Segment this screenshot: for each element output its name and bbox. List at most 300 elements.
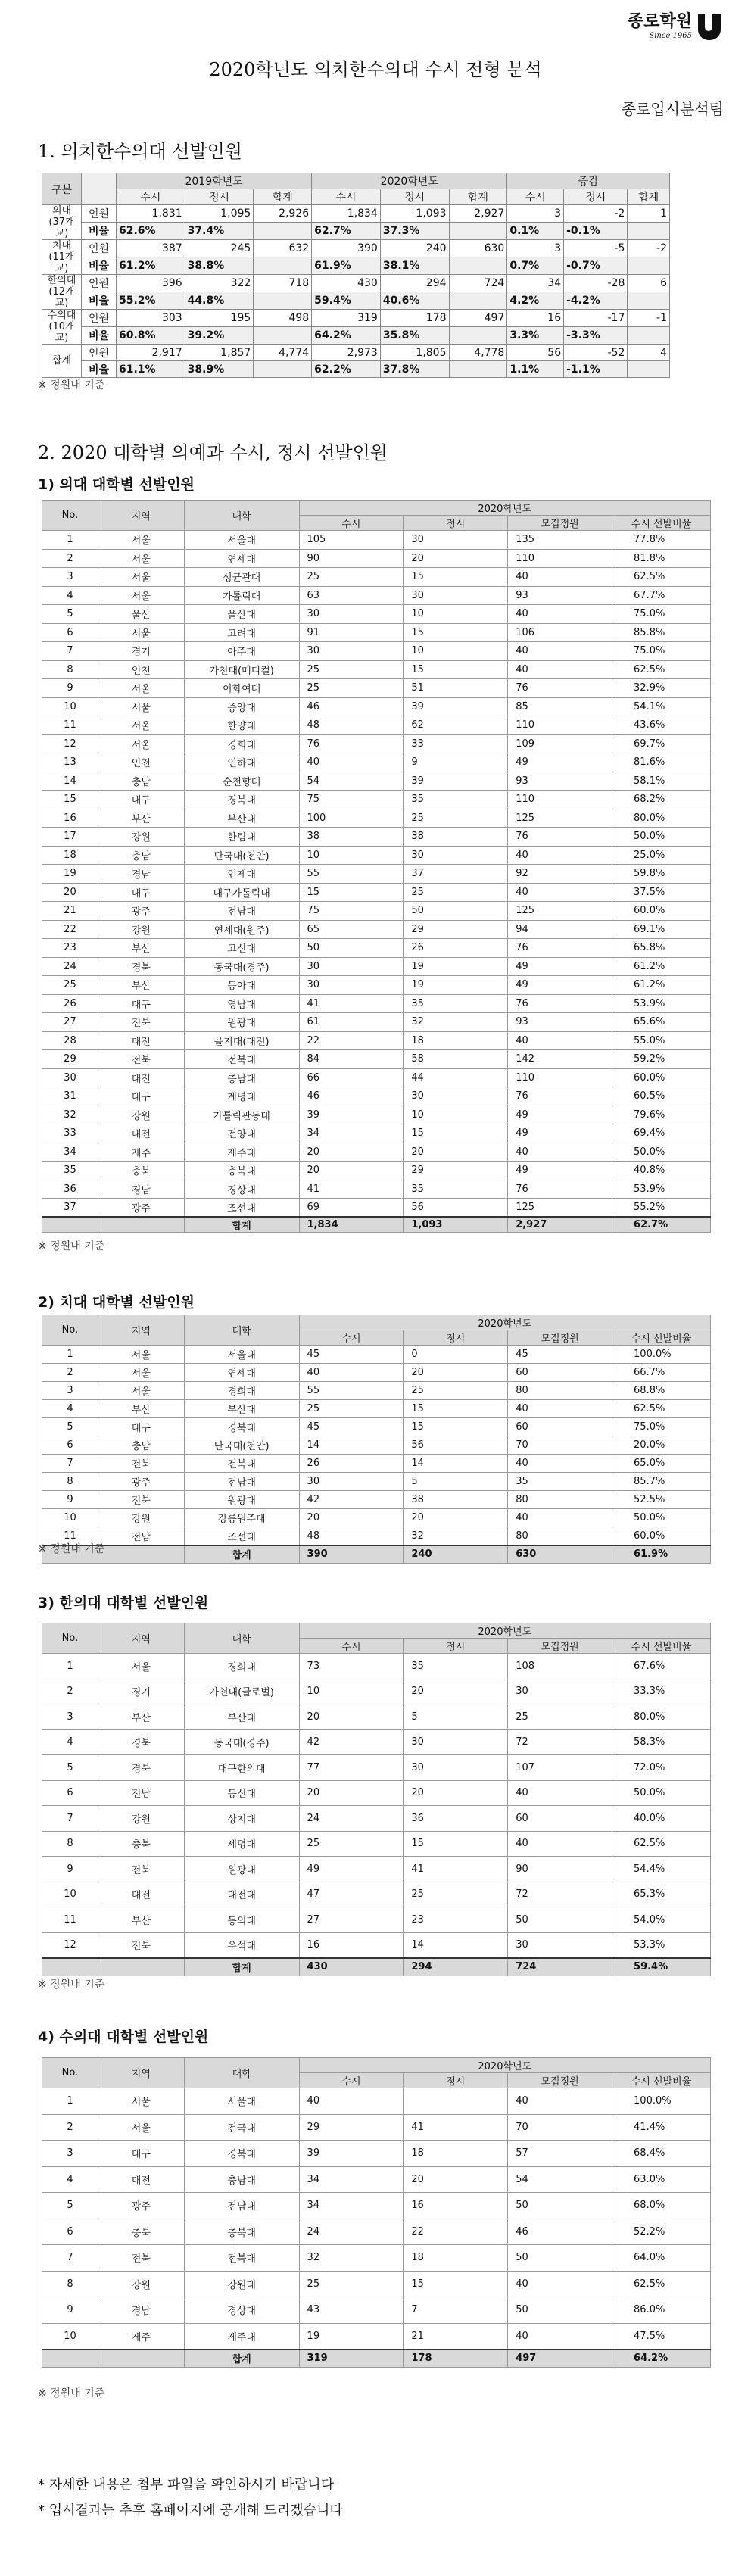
group-sub: (11개교) (48, 251, 75, 274)
th-gubun: 구분 (42, 173, 82, 205)
cell: 전남 (98, 1527, 184, 1545)
cell: 9 (42, 1491, 98, 1509)
cell: 경희대 (184, 1654, 299, 1679)
cell: 대구 (98, 994, 184, 1013)
cell: 33 (404, 734, 508, 753)
cell: 65.8% (612, 939, 711, 958)
cell: 29 (42, 1050, 98, 1069)
cell: 조선대 (184, 1199, 299, 1218)
cell: 20 (299, 1509, 404, 1527)
cell: 32.9% (612, 679, 711, 698)
cell: 44 (404, 1068, 508, 1087)
row-label-ratio: 비율 (82, 223, 117, 240)
cell: 대구 (98, 1418, 184, 1436)
th-year: 2020학년도 (299, 1623, 710, 1639)
cell: 43.6% (612, 716, 711, 735)
th-univ: 대학 (184, 1623, 299, 1654)
cell: 경북대 (184, 2141, 299, 2167)
cell: 서울 (98, 1364, 184, 1382)
table-row (42, 920, 711, 939)
count-cell: 4 (628, 345, 670, 361)
count-cell: 1,805 (380, 345, 449, 361)
cell: 광주 (98, 1473, 184, 1491)
cell: 62.5% (612, 568, 711, 587)
cell: 16 (42, 809, 98, 828)
cell: 52.2% (612, 2219, 711, 2245)
cell: 충북대 (184, 1162, 299, 1180)
cell: 3 (42, 1704, 98, 1730)
table-row (42, 1400, 711, 1418)
cell: 경남 (98, 2297, 184, 2324)
cell: 7 (42, 1455, 98, 1473)
cell: 80 (508, 1527, 612, 1545)
total-label: 합계 (184, 1217, 299, 1233)
section2-heading: 2. 2020 대학별 의예과 수시, 정시 선발인원 (38, 442, 388, 463)
summary-row (42, 240, 670, 257)
total-cell: 59.4% (612, 1958, 711, 1976)
cell: 92 (508, 865, 612, 884)
ratio-cell: 4.2% (507, 292, 564, 310)
cell: 54 (299, 772, 404, 791)
cell: 4 (42, 2166, 98, 2193)
count-cell: 2,927 (449, 205, 507, 223)
ratio-cell: 44.8% (185, 292, 254, 310)
cell: 90 (299, 549, 404, 568)
table-row (42, 660, 711, 679)
cell: 대전 (98, 1882, 184, 1907)
row-label-count: 인원 (82, 345, 117, 361)
cell: 가톨릭관동대 (184, 1106, 299, 1124)
count-cell: -1 (628, 310, 670, 327)
summary-row (42, 361, 670, 378)
cell: 61 (299, 1013, 404, 1032)
cell: 61.2% (612, 957, 711, 976)
cell: 강원 (98, 1509, 184, 1527)
cell: 40 (508, 2088, 612, 2115)
cell: 50.0% (612, 1143, 711, 1162)
count-cell: 632 (254, 240, 312, 257)
cell: 충북 (98, 2219, 184, 2245)
table-row (42, 1857, 711, 1882)
cell: 27 (42, 1013, 98, 1032)
cell: 동아대 (184, 976, 299, 995)
cell: 6 (42, 623, 98, 642)
cell: 9 (42, 1857, 98, 1882)
th-rate: 수시 선발비율 (612, 1330, 711, 1346)
cell: 40 (508, 846, 612, 865)
cell: 서울 (98, 568, 184, 587)
total-cell: 430 (299, 1958, 404, 1976)
cell: 고려대 (184, 623, 299, 642)
cell: 경북대 (184, 1418, 299, 1436)
cell: 강원 (98, 1106, 184, 1124)
cell: 18 (42, 846, 98, 865)
cell: 연세대(원주) (184, 920, 299, 939)
group-label: 치대 (51, 240, 72, 251)
cell: 49 (508, 1162, 612, 1180)
cell: 76 (508, 1180, 612, 1199)
logo-name: 종로학원 (627, 12, 692, 31)
cell: 84 (299, 1050, 404, 1069)
cell: 142 (508, 1050, 612, 1069)
cell: 20 (404, 1780, 508, 1806)
cell: 18 (404, 1031, 508, 1050)
ratio-cell (449, 223, 507, 240)
cell: 65 (299, 920, 404, 939)
cell: 5 (42, 1418, 98, 1436)
group-name (42, 275, 82, 310)
row-label-ratio: 비율 (82, 327, 117, 345)
cell: 25 (299, 568, 404, 587)
row-label-ratio: 비율 (82, 361, 117, 378)
cell: 20 (404, 2166, 508, 2193)
table-row (42, 1087, 711, 1106)
cell: 부산대 (184, 1400, 299, 1418)
author: 종로입시분석팀 (621, 100, 724, 118)
cell: 인천 (98, 753, 184, 772)
count-cell: 430 (312, 275, 381, 292)
cell: 제주대 (184, 1143, 299, 1162)
table-row (42, 1418, 711, 1436)
cell: 55 (299, 865, 404, 884)
cell: 15 (42, 791, 98, 809)
cell: 19 (299, 2323, 404, 2350)
cell: 100.0% (612, 2088, 711, 2115)
cell: 70 (508, 2114, 612, 2141)
cell: 40 (508, 2271, 612, 2297)
summary-table (42, 173, 670, 378)
table-row (42, 2245, 711, 2272)
cell: 22 (42, 920, 98, 939)
count-cell: 34 (507, 275, 564, 292)
footer-line: * 자세한 내용은 첨부 파일을 확인하시기 바랍니다 (38, 2477, 335, 2493)
cell: 15 (404, 1400, 508, 1418)
section1-heading: 1. 의치한수의대 선발인원 (38, 141, 242, 162)
total-cell: 62.7% (612, 1217, 711, 1233)
table-row (42, 902, 711, 921)
cell: 26 (42, 994, 98, 1013)
cell: 41.4% (612, 2114, 711, 2141)
cell: 우석대 (184, 1932, 299, 1958)
cell: 부산 (98, 1907, 184, 1933)
table-row (42, 1882, 711, 1907)
cell: 62.5% (612, 660, 711, 679)
cell: 15 (404, 623, 508, 642)
cell: 15 (404, 1831, 508, 1857)
cell: 서울대 (184, 1346, 299, 1364)
cell: 40.0% (612, 1806, 711, 1832)
cell: 34 (299, 2193, 404, 2219)
cell: 15 (404, 1418, 508, 1436)
cell: 65.3% (612, 1882, 711, 1907)
cell: 10 (42, 2323, 98, 2350)
count-cell: -2 (628, 240, 670, 257)
row-label-count: 인원 (82, 275, 117, 292)
table-row (42, 2166, 711, 2193)
cell: 50 (508, 2245, 612, 2272)
cell: 5 (42, 1755, 98, 1781)
count-cell: 387 (117, 240, 185, 257)
cell: 29 (299, 2114, 404, 2141)
cell: 10 (299, 846, 404, 865)
footer-notes (38, 2472, 343, 2524)
cell: 40 (508, 1143, 612, 1162)
cell: 충북 (98, 1831, 184, 1857)
cell: 85.7% (612, 1473, 711, 1491)
cell: 40 (299, 1364, 404, 1382)
cell: 경북 (98, 957, 184, 976)
cell: 93 (508, 586, 612, 605)
cell: 47 (299, 1882, 404, 1907)
cell: 59.2% (612, 1050, 711, 1069)
cell: 23 (42, 939, 98, 958)
total-cell: 390 (299, 1545, 404, 1564)
cell (42, 1217, 98, 1233)
footer-line: * 입시결과는 추후 홈페이지에 공개해 드리겠습니다 (38, 2503, 343, 2518)
cell: 59.8% (612, 865, 711, 884)
cell: 135 (508, 531, 612, 550)
cell: 53.9% (612, 994, 711, 1013)
cell: 순천향대 (184, 772, 299, 791)
cell: 80 (508, 1382, 612, 1400)
cell: 45 (299, 1346, 404, 1364)
cell: 86.0% (612, 2297, 711, 2324)
th-jeongsi: 정시 (404, 1639, 508, 1654)
cell (42, 2350, 98, 2368)
cell: 20 (299, 1704, 404, 1730)
total-row (42, 1217, 711, 1233)
count-cell: 178 (380, 310, 449, 327)
cell: 을지대(대전) (184, 1031, 299, 1050)
cell: 20 (404, 1679, 508, 1704)
cell: 48 (299, 716, 404, 735)
count-cell: 3 (507, 240, 564, 257)
cell: 대구 (98, 791, 184, 809)
cell: 25 (404, 1882, 508, 1907)
table4-note: ※ 정원내 기준 (38, 2387, 105, 2400)
cell: 68.2% (612, 791, 711, 809)
cell: 30 (404, 846, 508, 865)
cell: 81.8% (612, 549, 711, 568)
cell: 경기 (98, 642, 184, 661)
count-cell: -17 (564, 310, 628, 327)
table-row (42, 1162, 711, 1180)
table-row (42, 623, 711, 642)
cell: 건국대 (184, 2114, 299, 2141)
cell: 강원대 (184, 2271, 299, 2297)
cell: 대전 (98, 2166, 184, 2193)
table-row (42, 2323, 711, 2350)
logo-since: Since 1965 (649, 32, 692, 40)
count-cell: 1,834 (312, 205, 381, 223)
ratio-cell: 0.1% (507, 223, 564, 240)
ratio-cell (628, 361, 670, 378)
cell: 경희대 (184, 734, 299, 753)
cell: 서울 (98, 623, 184, 642)
cell: 62.5% (612, 2271, 711, 2297)
oriental-med-table (42, 1623, 711, 1976)
count-cell: 4,778 (449, 345, 507, 361)
th-susi: 수시 (299, 2073, 404, 2088)
cell: 66.7% (612, 1364, 711, 1382)
total-cell: 1,834 (299, 1217, 404, 1233)
count-cell: 6 (628, 275, 670, 292)
table-row (42, 1180, 711, 1199)
cell: 58 (404, 1050, 508, 1069)
cell: 49 (508, 957, 612, 976)
cell: 69.7% (612, 734, 711, 753)
cell: 40 (508, 1031, 612, 1050)
cell: 25 (508, 1704, 612, 1730)
th-blank (82, 173, 117, 205)
cell: 60.0% (612, 1527, 711, 1545)
cell: 57 (508, 2141, 612, 2167)
cell: 20 (299, 1143, 404, 1162)
th-region: 지역 (98, 2058, 184, 2088)
cell: 62.5% (612, 1400, 711, 1418)
th-total: 합계 (254, 189, 312, 205)
cell: 3 (42, 2141, 98, 2167)
cell: 41 (404, 2114, 508, 2141)
row-label-ratio: 비율 (82, 292, 117, 310)
header-row (42, 501, 711, 516)
cell: 105 (299, 531, 404, 550)
cell: 부산 (98, 976, 184, 995)
ratio-cell: 60.8% (117, 327, 185, 345)
cell: 2 (42, 549, 98, 568)
cell: 15 (404, 1124, 508, 1143)
total-cell: 724 (508, 1958, 612, 1976)
cell: 30 (404, 1729, 508, 1755)
ratio-cell (449, 292, 507, 310)
th-susi: 수시 (312, 189, 381, 205)
row-label-ratio: 비율 (82, 257, 117, 275)
group-sub: (10개교) (48, 321, 75, 344)
cell: 전북대 (184, 1050, 299, 1069)
cell: 부산대 (184, 809, 299, 828)
table-row (42, 1654, 711, 1679)
cell: 광주 (98, 902, 184, 921)
cell: 60 (508, 1418, 612, 1436)
cell: 40 (508, 605, 612, 624)
table-row (42, 1455, 711, 1473)
cell: 전남대 (184, 902, 299, 921)
table-row (42, 939, 711, 958)
group-name (42, 205, 82, 240)
count-cell: 195 (185, 310, 254, 327)
cell: 7 (404, 2297, 508, 2324)
count-cell: 294 (380, 275, 449, 292)
cell: 60.5% (612, 1087, 711, 1106)
header-row (42, 1623, 711, 1639)
cell: 21 (404, 2323, 508, 2350)
cell: 27 (299, 1907, 404, 1933)
total-row (42, 2350, 711, 2368)
cell: 19 (404, 976, 508, 995)
cell: 경기 (98, 1679, 184, 1704)
cell: 19 (42, 865, 98, 884)
cell: 50.0% (612, 1780, 711, 1806)
cell: 37 (42, 1199, 98, 1218)
table-row (42, 1780, 711, 1806)
cell: 64.0% (612, 2245, 711, 2272)
med-table (42, 500, 711, 1233)
ratio-cell: 61.2% (117, 257, 185, 275)
cell: 108 (508, 1654, 612, 1679)
cell: 65.0% (612, 1455, 711, 1473)
cell: 37 (404, 865, 508, 884)
cell: 34 (299, 2166, 404, 2193)
cell: 56 (404, 1436, 508, 1455)
count-cell: 724 (449, 275, 507, 292)
table-row (42, 1050, 711, 1069)
ratio-cell: 62.7% (312, 223, 381, 240)
cell: 2 (42, 1679, 98, 1704)
cell: 40 (508, 1831, 612, 1857)
count-cell: 322 (185, 275, 254, 292)
count-cell: 630 (449, 240, 507, 257)
cell: 충남대 (184, 1068, 299, 1087)
cell: 전북대 (184, 2245, 299, 2272)
cell: 33.3% (612, 1679, 711, 1704)
total-label: 합계 (184, 1545, 299, 1564)
cell: 62 (404, 716, 508, 735)
cell: 63.0% (612, 2166, 711, 2193)
table-row (42, 791, 711, 809)
cell: 50.0% (612, 1509, 711, 1527)
cell: 6 (42, 2219, 98, 2245)
group-sub: (12개교) (48, 286, 75, 309)
cell: 54 (508, 2166, 612, 2193)
cell: 14 (299, 1436, 404, 1455)
ratio-cell (254, 223, 312, 240)
cell: 60 (508, 1364, 612, 1382)
cell: 인천 (98, 660, 184, 679)
ratio-cell: 39.2% (185, 327, 254, 345)
cell: 서울 (98, 716, 184, 735)
ratio-cell: 0.7% (507, 257, 564, 275)
cell: 30 (404, 1087, 508, 1106)
cell: 충북 (98, 1162, 184, 1180)
cell: 42 (299, 1491, 404, 1509)
cell: 54.1% (612, 697, 711, 716)
cell: 1 (42, 2088, 98, 2115)
cell: 76 (508, 1087, 612, 1106)
summary-row (42, 292, 670, 310)
section1-note: ※ 정원내 기준 (38, 379, 105, 391)
cell: 70 (508, 1436, 612, 1455)
table-row (42, 809, 711, 828)
cell: 24 (42, 957, 98, 976)
cell: 계명대 (184, 1087, 299, 1106)
table-row (42, 1509, 711, 1527)
cell: 7 (42, 2245, 98, 2272)
cell: 성균관대 (184, 568, 299, 587)
cell: 68.4% (612, 2141, 711, 2167)
th-susi: 수시 (299, 1330, 404, 1346)
th-univ: 대학 (184, 501, 299, 531)
count-cell: 1,093 (380, 205, 449, 223)
cell: 72.0% (612, 1755, 711, 1781)
cell: 25 (299, 1400, 404, 1418)
count-cell: 16 (507, 310, 564, 327)
table4-heading: 4) 수의대 대학별 선발인원 (38, 2029, 209, 2045)
header-row (42, 2058, 711, 2073)
table-row (42, 957, 711, 976)
ratio-cell (628, 327, 670, 345)
cell: 50 (299, 939, 404, 958)
cell: 28 (42, 1031, 98, 1050)
